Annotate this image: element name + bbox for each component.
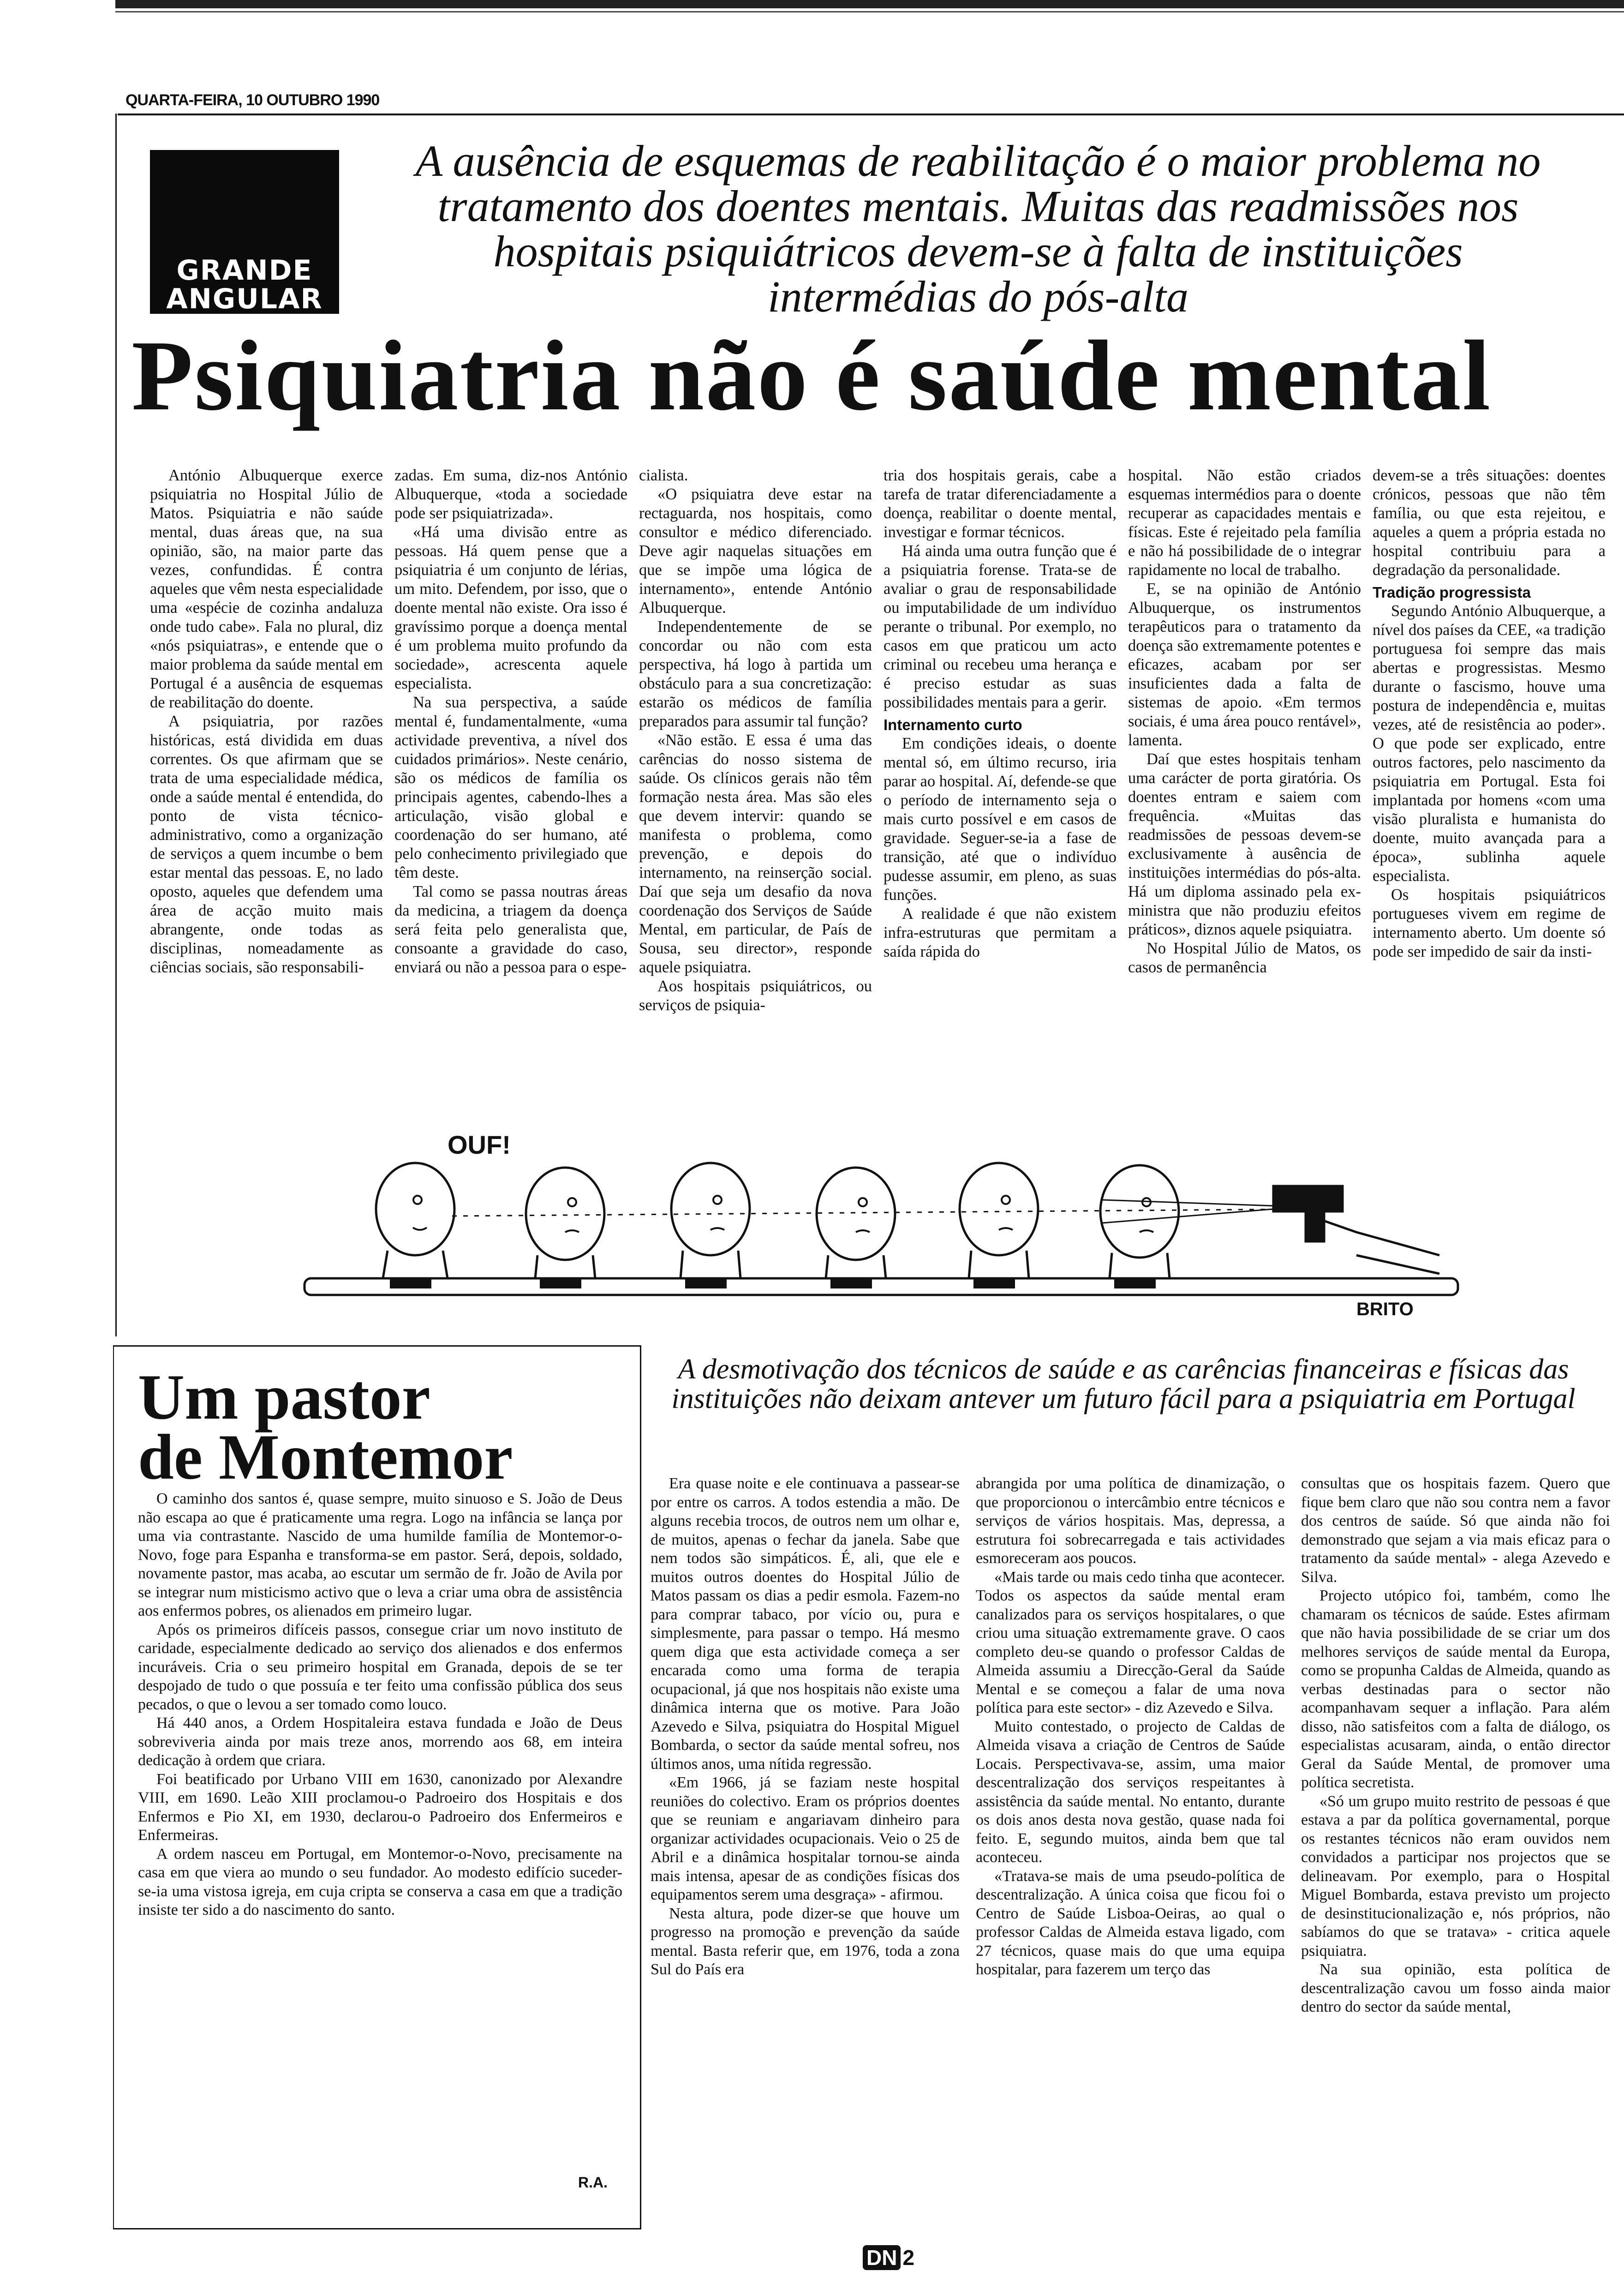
- cartoon-illustration: [295, 1117, 1504, 1334]
- sidebar-body: [138, 1490, 622, 1920]
- article-deck: A ausência de esquemas de reabilitação é o maior problema no tratamento dos doentes mentais. Muitas das readmissões nos hospitais psiquiátricos devem-se à falta de instituições intermédias do pós-alta: [415, 136, 1541, 321]
- paragraph: tria dos hospitais gerais, cabe a tarefa de tratar diferenciadamente a doença, reabilitar o doente mental, investigar e formar técnicos.: [884, 467, 1116, 541]
- page-number-value: 2: [902, 2246, 915, 2270]
- cartoon-speech: OUF!: [448, 1130, 511, 1159]
- sidebar-box: [113, 1345, 641, 2229]
- paragraph: «Mais tarde ou mais cedo tinha que acontecer. Todos os aspectos da saúde mental eram canalizados para os serviços hospitalares, o que criou uma situação extremamente grave. O caos completo deu-se quando o professor Caldas de Almeida assumiu a Direcção-Geral da Saúde Mental e se começou a falar de uma nova política para este sector» - diz Azevedo e Silva.: [976, 1568, 1285, 1716]
- article-column-4: [884, 466, 1116, 1103]
- paragraph: devem-se a três situações: doentes crónicos, pessoas que não têm família, ou que esta rejeitou, e aqueles a quem a própria estada no hospital contribuiu para a degradação da personalidade.: [1373, 467, 1606, 579]
- paragraph: Muito contestado, o projecto de Caldas de Almeida visava a criação de Centros de Saúde Locais. Perspectivava-se, assim, uma maior descentralização dos serviços respeitantes à assistência da saúde mental. No entanto, durante os dois anos desta nova gestão, quase nada foi feito. E, segundo muitos, ainda bem que tal aconteceu.: [976, 1718, 1285, 1866]
- paragraph: Em condições ideais, o doente mental só, em último recurso, iria parar ao hospital. Aí, defende-se que o período de internamento seja o mais curto possível e em casos de gravidade. Seguer-se-ia a fase de transição, até que o indivíduo pudesse assumir, em pleno, as suas funções.: [884, 735, 1116, 904]
- top-rule: [115, 0, 1624, 8]
- paragraph: O caminho dos santos é, quase sempre, muito sinuoso e S. João de Deus não escapa ao que é praticamente uma regra. Logo na infância se lança por uma via contrastante. Nascido de uma humilde família de Montemor-o-Novo, foge para Espanha e transforma-se em pastor. Será, depois, soldado, novamente pastor, mas acaba, ao escutar um sermão de fr. João de Avila por se integrar num misticismo activo que o leva a criar uma obra de assistência aos enfermos pobres, os alienados em primeiro lugar.: [138, 1490, 622, 1619]
- paragraph: zadas. Em suma, diz-nos António Albuquerque, «toda a sociedade pode ser psiquiatrizada».: [394, 467, 627, 522]
- subheading: Tradição progressista: [1373, 584, 1531, 601]
- sidebar-signature: R.A.: [578, 2174, 608, 2191]
- sidebar-title-line: de Montemor: [138, 1421, 513, 1493]
- paragraph: «Tratava-se mais de uma pseudo-política de descentralização. A única coisa que ficou foi o Centro de Saúde Lisboa-Oeiras, ao qual o professor Caldas de Almeida estava ligado, com 27 técnicos, quase mais do que uma equipa hospitalar, para fazerem um terço das: [976, 1867, 1285, 1978]
- paragraph: Há 440 anos, a Ordem Hospitaleira estava fundada e João de Deus sobreviveria ainda por mais treze anos, morrendo aos 68, em inteira dedicação à ordem que criara.: [138, 1714, 622, 1769]
- second-article-deck: A desmotivação dos técnicos de saúde e as carências financeiras e físicas das instituições não deixam antever um futuro fácil para a psiquiatria em Portugal: [671, 1354, 1576, 1414]
- paragraph: Nesta altura, pode dizer-se que houve um progresso na promoção e prevenção da saúde mental. Basta referir que, em 1976, toda a zona Sul do País era: [651, 1905, 960, 1978]
- paragraph: Na sua opinião, esta política de descentralização cavou um fosso ainda maior dentro do sector da saúde mental,: [1301, 1961, 1610, 2015]
- paragraph: «Há uma divisão entre as pessoas. Há quem pense que a psiquiatria é um conjunto de lérias, um mito. Defendem, por isso, que o doente mental não existe. Ora isso é gravíssimo porque a doença mental é um problema muito profundo da sociedade», acrescenta aquele especialista.: [394, 523, 627, 692]
- section-badge-label: GRANDE ANGULAR: [166, 254, 323, 315]
- paragraph: Segundo António Albuquerque, a nível dos países da CEE, «a tradição portuguesa foi sempre das mais abertas e progressistas. Mesmo durante o fascismo, houve uma postura de independência e, muitas vezes, até de resistência ao poder». O que pode ser explicado, entre outros factores, pelo nascimento da psiquiatria em Portugal. Esta foi implantada por homens «com uma visão pluralista e humanista do doente, muito avançada para a época», sublinha aquele especialista.: [1373, 602, 1606, 885]
- paragraph: E, se na opinião de António Albuquerque, os instrumentos terapêuticos para o tratamento da doença são extremamente potentes e eficazes, acabam por ser insuficientes dada a falta de sistemas de apoio. «Em termos sociais, é uma área pouco rentável», lamenta.: [1128, 580, 1361, 749]
- second-article-body: [651, 1474, 1610, 2199]
- paragraph: Era quase noite e ele continuava a passear-se por entre os carros. A todos estendia a mão. De alguns recebia trocos, de outros nem um olhar e, de muitos, apenas o fechar da janela. Sabe que nem todos são simpáticos. É, ali, que ele e muitos outros doentes do Hospital Júlio de Matos passam os dias a pedir esmola. Fazem-no para comprar tabaco, por vício ou, pura e simplesmente, para passar o tempo. Há mesmo quem diga que esta actividade começa a ser encarada como uma forma de terapia ocupacional, já que nos hospitais não existe uma dinâmica interna que os motive. Para João Azevedo e Silva, psiquiatra do Hospital Miguel Bombarda, o sector da saúde mental sofreu, nos últimos anos, uma nítida regressão.: [651, 1475, 960, 1773]
- paragraph: A psiquiatria, por razões históricas, está dividida em duas correntes. Os que afirmam que se trata de uma especialidade médica, onde a saúde mental é entendida, do ponto de vista técnico-administrativo, como a organização de serviços a quem incumbe o bem estar mental das pessoas. E, no lado oposto, aqueles que defendem uma área de acção muito mais abrangente, onde todas as disciplinas, nomeadamente as ciências sociais, são responsabili-: [150, 713, 383, 976]
- paragraph: consultas que os hospitais fazem. Quero que fique bem claro que não sou contra nem a favor dos centros de saúde. Só que ainda não foi demonstrado que sejam a via mais eficaz para o tratamento da saúde mental» - alega Azevedo e Silva.: [1301, 1475, 1610, 1586]
- article-column-1: [150, 466, 383, 1103]
- section-badge: [150, 150, 339, 314]
- paragraph: Há ainda uma outra função que é a psiquiatria forense. Trata-se de avaliar o grau de responsabilidade ou imputabilidade de um indivíduo perante o tribunal. Por exemplo, no casos em que praticou um acto criminal ou recebeu uma herança e é preciso estudar as suas possibilidades mentais para a gerir.: [884, 542, 1116, 711]
- paragraph: «Só um grupo muito restrito de pessoas é que estava a par da política governamental, porque os restantes técnicos não eram ouvidos nem convidados a participar nos projectos que se delineavam. Por exemplo, para o Hospital Miguel Bombarda, estava previsto um projecto de desinstitucionalização e, nós próprios, não sabíamos do que se tratava» - critica aquele psiquiatra.: [1301, 1792, 1610, 1959]
- paragraph: Foi beatificado por Urbano VIII em 1630, canonizado por Alexandre VIII, em 1690. Leão XIII proclamou-o Padroeiro dos Hospitais e dos Enfermos e Pio XI, em 1930, declarou-o Padroeiro dos Enfermeiros e Enfermeiras.: [138, 1770, 622, 1844]
- top-rule-thin: [115, 11, 1624, 12]
- dateline: QUARTA-FEIRA, 10 OUTUBRO 1990: [125, 91, 380, 109]
- paragraph: Independentemente de se concordar ou não com esta perspectiva, há logo à partida um obstáculo para a sua concretização: estarão os médicos de família preparados para assumir tal função?: [639, 618, 872, 730]
- paragraph: «O psiquiatra deve estar na rectaguarda, nos hospitais, como consultor e médico diferenciado. Deve agir naquelas situações em que se impõe uma lógica de internamento», entende António Albuquerque.: [639, 485, 872, 617]
- subheading: Internamento curto: [884, 716, 1022, 733]
- paragraph: Aos hospitais psiquiátricos, ou serviços de psiquia-: [639, 977, 872, 1014]
- paragraph: abrangida por uma política de dinamização, o que proporcionou o intercâmbio entre técnicos e serviços de vários hospitais. Mas, depressa, a estrutura foi sobrecarregada e tais actividades esmoreceram aos poucos.: [976, 1475, 1285, 1567]
- paragraph: A realidade é que não existem infra-estruturas que permitam a saída rápida do: [884, 905, 1116, 960]
- paragraph: Projecto utópico foi, também, como lhe chamaram os técnicos de saúde. Estes afirmam que não havia possibilidade de se criar um dos melhores serviços de saúde mental da Europa, como se propunha Caldas de Almeida, quando as verbas destinadas para o sector não acompanhavam sequer a inflação. Para além disso, não satisfeitos com a falta de diálogo, os especialistas acusaram, ainda, o então director Geral da Saúde Mental, de promover uma política secretista.: [1301, 1587, 1610, 1791]
- second-article-column-3: [1301, 1474, 1610, 2199]
- second-article-column-1: [651, 1474, 960, 2199]
- article-column-2: [394, 466, 627, 1103]
- article-column-3: [639, 466, 872, 1103]
- main-article-body: [131, 466, 1612, 1103]
- article-column-6: [1373, 466, 1606, 1103]
- paragraph: A ordem nasceu em Portugal, em Montemor-o-Novo, precisamente na casa em que viera ao mundo o seu fundador. Ao modesto edifício suceder-se-ia uma vistosa igreja, em cuja cripta se conserva a casa em que a tradição insiste ter sido a do nascimento do santo.: [138, 1845, 622, 1918]
- newspaper-logo: DN: [863, 2245, 901, 2270]
- paragraph: hospital. Não estão criados esquemas intermédios para o doente recuperar as capacidades mentais e físicas. Este é rejeitado pela família e não há possibilidade de o integrar rapidamente no local de trabalho.: [1128, 467, 1361, 579]
- left-border: [115, 114, 117, 1336]
- cartoon-signature: BRITO: [1356, 1299, 1414, 1319]
- sidebar-title: [138, 1361, 513, 1493]
- paragraph: Daí que estes hospitais tenham uma carácter de porta giratória. Os doentes entram e saiem com frequência. «Muitas das readmissões de pessoas devem-se exclusivamente à ausência de instituições intermédias do pós-alta. Há um diploma assinado pela ex-ministra que não produziu efeitos práticos», diznos aquele psiquiatra.: [1128, 750, 1361, 938]
- sidebar-title-line: Um pastor: [138, 1361, 430, 1433]
- page-title: Psiquiatria não é saúde mental: [131, 320, 1492, 431]
- article-column-5: [1128, 466, 1361, 1103]
- second-article-column-2: [976, 1474, 1285, 2199]
- paragraph: Na sua perspectiva, a saúde mental é, fundamentalmente, «uma actividade preventiva, a nível dos cuidados primários». Neste cenário, são os médicos de família os principais agentes, cabendo-lhes a articulação, visão global e coordenação do ser humano, até pelo conhecimento privilegiado que têm deste.: [394, 694, 627, 881]
- paragraph: «Não estão. E essa é uma das carências do nosso sistema de saúde. Os clínicos gerais não têm formação nesta área. Mas são eles que devem intervir: quando se manifesta o problema, como prevenção, e depois do internamento, na reinserção social. Daí que seja um desafio da nova coordenação dos Serviços de Saúde Mental, em particular, de País de Sousa, seu director», responde aquele psiquiatra.: [639, 731, 872, 976]
- page-number: [863, 2245, 914, 2270]
- paragraph: «Em 1966, já se faziam neste hospital reuniões do colectivo. Eram os próprios doentes que se reuniam e angariavam dinheiro para organizar actividades ocupacionais. Veio o 25 de Abril e a dinâmica hospitalar tornou-se ainda mais intensa, apesar de as condições físicas dos equipamentos serem uma desgraça» - afirmou.: [651, 1774, 960, 1903]
- header-rule: [118, 114, 1624, 115]
- paragraph: António Albuquerque exerce psiquiatria no Hospital Júlio de Matos. Psiquiatria e não saúde mental, duas áreas que, na sua opinião, são, na maior parte das vezes, confundidas. É contra aqueles que vêm nesta especialidade uma «espécie de cozinha andaluza onde tudo cabe». Fala no plural, diz «nós psiquiatras», e entende que o maior problema da saúde mental em Portugal é a ausência de esquemas de reabilitação do doente.: [150, 467, 383, 711]
- paragraph: Tal como se passa noutras áreas da medicina, a triagem da doença será feita pelo generalista que, consoante a gravidade do caso, enviará ou não a pessoa para o espe-: [394, 883, 627, 976]
- paragraph: Os hospitais psiquiátricos portugueses vivem em regime de internamento aberto. Um doente só pode ser impedido de sair da insti-: [1373, 886, 1606, 960]
- paragraph: Após os primeiros difíceis passos, consegue criar um novo instituto de caridade, especialmente dedicado ao serviço dos alienados e dos enfermos incuráveis. Cria o seu primeiro hospital em Granada, depois de se ter despojado de tudo o que possuía e ter feito uma confissão pública dos seus pecados, o que o levou a ser tomado como louco.: [138, 1621, 622, 1713]
- paragraph: cialista.: [639, 467, 688, 484]
- paragraph: No Hospital Júlio de Matos, os casos de permanência: [1128, 940, 1361, 976]
